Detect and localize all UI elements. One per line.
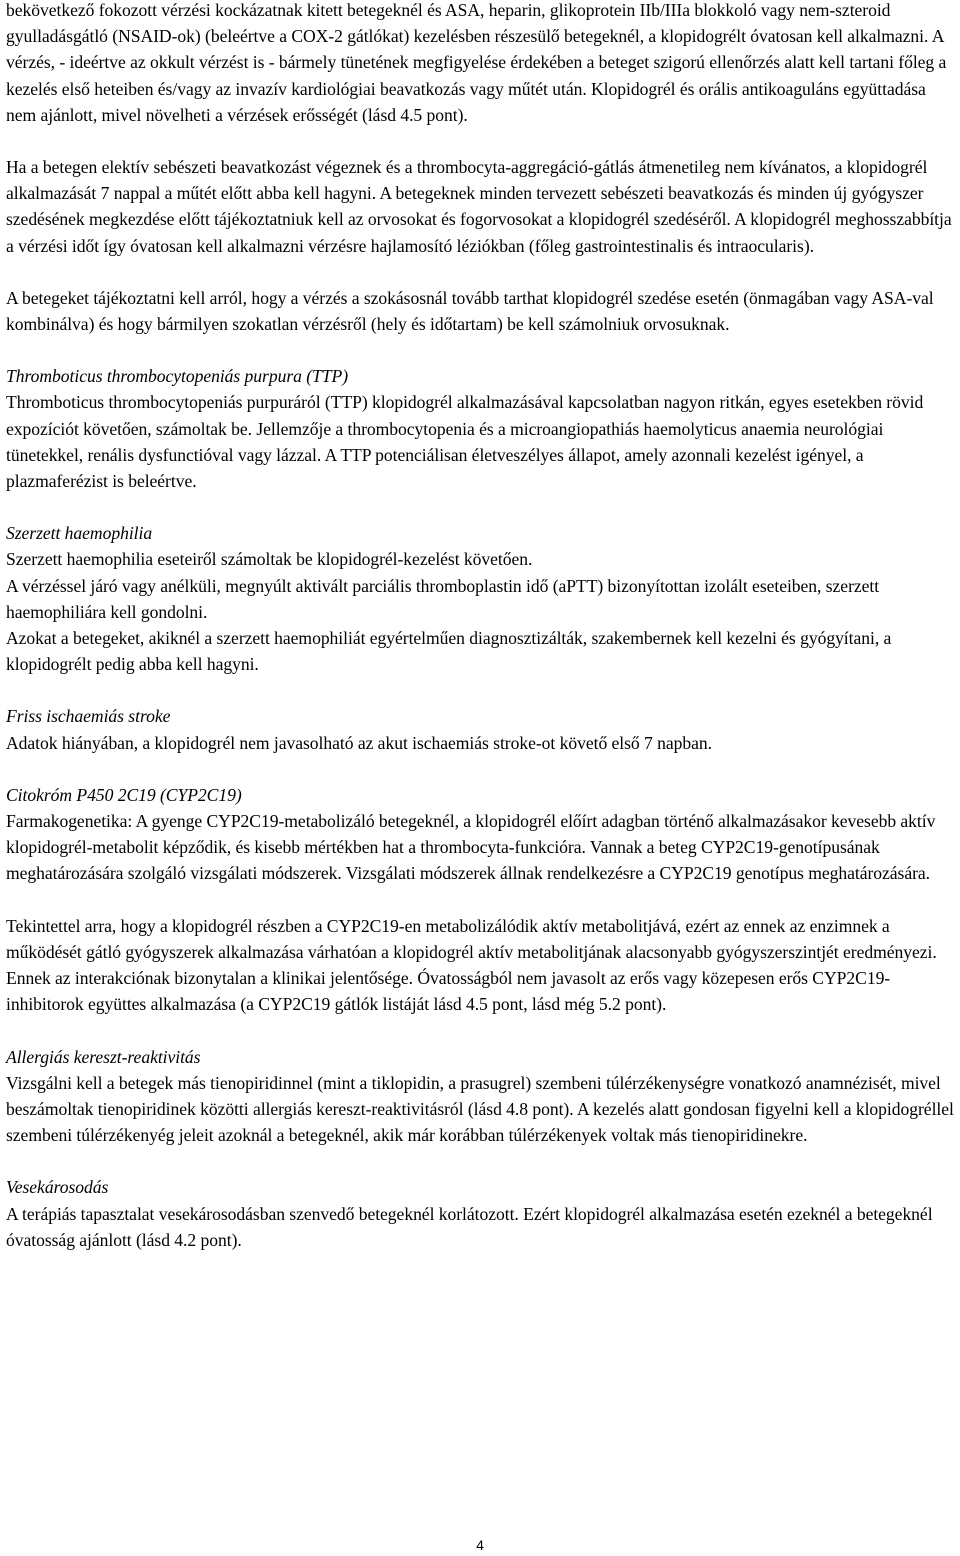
paragraph-gap bbox=[6, 887, 956, 913]
section-text-stroke: Adatok hiányában, a klopidogrél nem javasolható az akut ischaemiás stroke-ot követő első 7 napban. bbox=[6, 732, 712, 753]
section-heading-allergy: Allergiás kereszt-reaktivitás bbox=[6, 1046, 201, 1067]
paragraph-cyp2c19-interaction: Tekintettel arra, hogy a klopidogrél részben a CYP2C19-en metabolizálódik aktív metabolitjává, ezért az ennek az enzimnek a működését gátló gyógyszerek alkalmazása várhatóan a klopidogrél aktív metabolitjának alacsonyabb gyógyszerszintjét eredményezi. Ennek az interakciónak bizonytalan a klinikai jelentősége. Óvatosságból nem javasolt az erős vagy közepesen erős CYP2C19-inhibitorok együttes alkalmazása (a CYP2C19 gátlók listáját lásd 4.5 pont, lásd még 5.2 pont). bbox=[6, 915, 937, 1015]
section-heading-renal: Vesekárosodás bbox=[6, 1177, 109, 1198]
section-heading-cyp2c19: Citokróm P450 2C19 (CYP2C19) bbox=[6, 784, 242, 805]
paragraph-gap bbox=[6, 1148, 956, 1174]
section-heading-ttp: Thromboticus thrombocytopeniás purpura (TTP) bbox=[6, 366, 349, 387]
paragraph-patient-information: A betegeket tájékoztatni kell arról, hogy a vérzés a szokásosnál tovább tarthat klopidogrél szedése esetén (önmagában vagy ASA-val kombinálva) és hogy bármilyen szokatlan vérzésről (hely és időtartam) be kell számolniuk orvosuknak. bbox=[6, 287, 934, 335]
section-heading-stroke: Friss ischaemiás stroke bbox=[6, 706, 171, 727]
section-text-allergy: Vizsgálni kell a betegek más tienopiridinnel (mint a tiklopidin, a prasugrel) szembeni túlérzékenységre vonatkozó anamnézisét, mivel beszámoltak tienopiridinek közötti allergiás kereszt-reaktivitásról (lásd 4.8 pont). A kezelés alatt gondosan figyelni kell a klopidogréllel szembeni túlérzékenyég jeleit azoknál a betegeknél, akik már korábban túlérzékenyek voltak más tienopiridinekre. bbox=[6, 1072, 954, 1146]
section-text-ttp: Thromboticus thrombocytopeniás purpuráról (TTP) klopidogrél alkalmazásával kapcsolatban nagyon ritkán, egyes esetekben rövid expozíciót követően, számoltak be. Jellemzője a thrombocytopenia és a microangiopathiás haemolyticus anaemia neurológiai tünetekkel, renális dysfunctióval vagy lázzal. A TTP potenciálisan életveszélyes állapot, amely azonnali kezelést igényel, a plazmaferézist is beleértve. bbox=[6, 392, 924, 492]
paragraph-gap bbox=[6, 259, 956, 285]
section-text-haemophilia-1: Szerzett haemophilia eseteiről számoltak be klopidogrél-kezelést követően. bbox=[6, 549, 533, 570]
section-text-haemophilia-2: A vérzéssel járó vagy anélküli, megnyúlt aktivált parciális thromboplastin idő (aPTT) bizonyítottan izolált eseteiben, szerzett haemophiliára kell gondolni. bbox=[6, 575, 880, 622]
section-heading-acquired-haemophilia: Szerzett haemophilia bbox=[6, 523, 153, 544]
document-page bbox=[6, 0, 956, 1253]
paragraph-gap bbox=[6, 494, 956, 520]
paragraph-gap bbox=[6, 677, 956, 703]
paragraph-gap bbox=[6, 1018, 956, 1044]
paragraph-bleeding-risk: bekövetkező fokozott vérzési kockázatnak kitett betegeknél és ASA, heparin, glikoprotein IIb/IIIa blokkoló vagy nem-szteroid gyulladásgátló (NSAID-ok) (beleértve a COX-2 gátlókat) kezelésben részesülő betegeknél, a klopidogrélt óvatosan kell alkalmazni. A vérzés, - ideértve az okkult vérzést is - bármely tünetének megfigyelése érdekében a beteget szigorú ellenőrzés alatt kell tartani főleg a kezelés első heteiben és/vagy az invazív kardiológiai beavatkozás vagy műtét után. Klopidogrél és orális antikoaguláns együttadása nem ajánlott, mivel növelheti a vérzések erősségét (lásd 4.5 pont). bbox=[6, 0, 947, 125]
page-number: 4 bbox=[476, 1537, 484, 1553]
paragraph-gap bbox=[6, 128, 956, 154]
section-text-haemophilia-3: Azokat a betegeket, akiknél a szerzett haemophiliát egyértelműen diagnosztizálták, szakembernek kell kezelni és gyógyítani, a klopidogrélt pedig abba kell hagyni. bbox=[6, 628, 892, 675]
paragraph-gap bbox=[6, 756, 956, 782]
section-text-renal: A terápiás tapasztalat vesekárosodásban szenvedő betegeknél korlátozott. Ezért klopidogrél alkalmazása esetén ezeknél a betegeknél óvatosság ajánlott (lásd 4.2 pont). bbox=[6, 1203, 933, 1250]
paragraph-gap bbox=[6, 337, 956, 363]
section-text-pharmacogenetics: Farmakogenetika: A gyenge CYP2C19-metabolizáló betegeknél, a klopidogrél előírt adagban történő alkalmazásakor kevesebb aktív klopidogrél-metabolit képződik, és kisebb mértékben hat a thrombocyta-funkcióra. Vannak a beteg CYP2C19-genotípusának meghatározására szolgáló vizsgálati módszerek. Vizsgálati módszerek állnak rendelkezésre a CYP2C19 genotípus meghatározására. bbox=[6, 811, 936, 884]
paragraph-elective-surgery: Ha a betegen elektív sebészeti beavatkozást végeznek és a thrombocyta-aggregáció-gátlás átmenetileg nem kívánatos, a klopidogrél alkalmazását 7 nappal a műtét előtt abba kell hagyni. A betegeknek minden tervezett sebészeti beavatkozás és minden új gyógyszer szedésének megkezdése előtt tájékoztatniuk kell az orvosokat és fogorvosokat a klopidogrél szedéséről. A klopidogrél meghosszabbítja a vérzési időt így óvatosan kell alkalmazni vérzésre hajlamosító léziókban (főleg gastrointestinalis és intraocularis). bbox=[6, 157, 952, 256]
